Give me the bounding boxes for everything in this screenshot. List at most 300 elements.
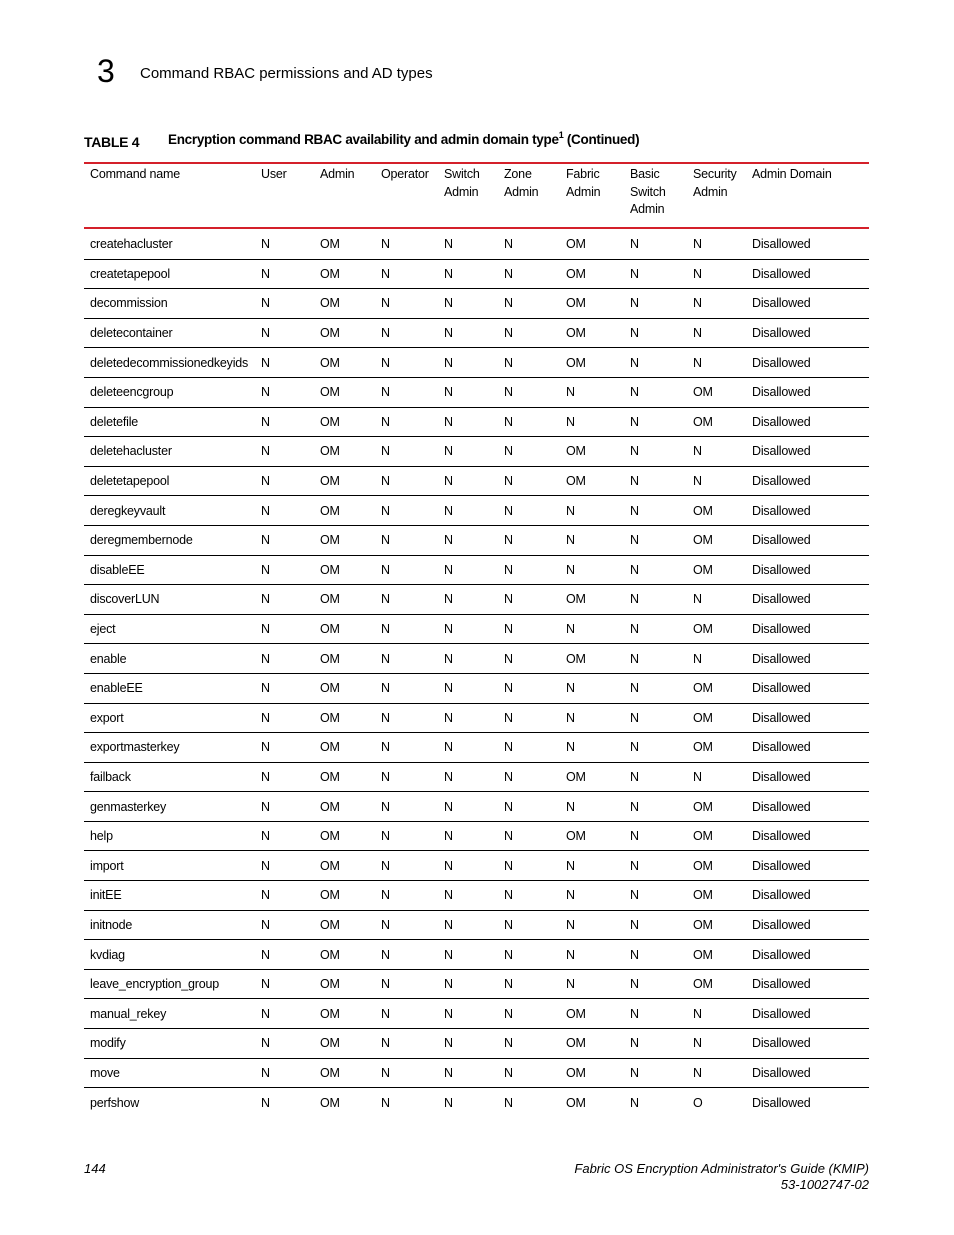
table-row: [84, 585, 869, 615]
table-row: [84, 644, 869, 674]
cell-security-admin: OM: [693, 533, 713, 548]
cell-zone-admin: N: [504, 947, 513, 962]
cell-security-admin: N: [693, 296, 702, 311]
cell-user: N: [261, 444, 270, 459]
cell-switch-admin: N: [444, 296, 453, 311]
cell-zone-admin: N: [504, 503, 513, 518]
cell-admin-domain: Disallowed: [752, 474, 811, 489]
table-label: TABLE 4: [84, 134, 140, 150]
cell-zone-admin: N: [504, 651, 513, 666]
cell-admin: OM: [320, 414, 340, 429]
cell-basic-switch-admin: N: [630, 651, 639, 666]
cell-operator: N: [381, 681, 390, 696]
cell-admin: OM: [320, 237, 340, 252]
cell-zone-admin: N: [504, 326, 513, 341]
cell-admin: OM: [320, 888, 340, 903]
footer-doc-number: 53-1002747-02: [780, 1177, 869, 1192]
cell-admin-domain: Disallowed: [752, 444, 811, 459]
cell-zone-admin: N: [504, 562, 513, 577]
cell-admin-domain: Disallowed: [752, 592, 811, 607]
cell-switch-admin: N: [444, 355, 453, 370]
cell-basic-switch-admin: N: [630, 355, 639, 370]
cell-command-name: kvdiag: [90, 947, 125, 962]
cell-basic-switch-admin: N: [630, 769, 639, 784]
cell-switch-admin: N: [444, 858, 453, 873]
cell-user: N: [261, 710, 270, 725]
cell-fabric-admin: N: [566, 622, 575, 637]
cell-basic-switch-admin: N: [630, 237, 639, 252]
table-row: [84, 733, 869, 763]
cell-basic-switch-admin: N: [630, 710, 639, 725]
cell-zone-admin: N: [504, 740, 513, 755]
cell-security-admin: OM: [693, 622, 713, 637]
cell-admin-domain: Disallowed: [752, 829, 811, 844]
cell-zone-admin: N: [504, 681, 513, 696]
cell-user: N: [261, 769, 270, 784]
cell-command-name: export: [90, 710, 124, 725]
cell-fabric-admin: N: [566, 414, 575, 429]
column-header-command-name: Command name: [90, 167, 181, 181]
cell-admin: OM: [320, 1036, 340, 1051]
cell-admin-domain: Disallowed: [752, 1065, 811, 1080]
cell-basic-switch-admin: N: [630, 947, 639, 962]
cell-admin: OM: [320, 799, 340, 814]
column-header-fabric-admin: Fabric Admin: [566, 167, 601, 199]
cell-basic-switch-admin: N: [630, 296, 639, 311]
table-body: [84, 230, 869, 1118]
table-row: [84, 526, 869, 556]
cell-admin: OM: [320, 296, 340, 311]
cell-user: N: [261, 977, 270, 992]
column-header-user: User: [261, 167, 287, 181]
cell-switch-admin: N: [444, 622, 453, 637]
cell-operator: N: [381, 237, 390, 252]
cell-admin-domain: Disallowed: [752, 917, 811, 932]
cell-fabric-admin: OM: [566, 651, 586, 666]
cell-admin-domain: Disallowed: [752, 740, 811, 755]
cell-operator: N: [381, 592, 390, 607]
table-caption-text: Encryption command RBAC availability and admin domain type: [168, 132, 559, 147]
table-row: [84, 260, 869, 290]
cell-security-admin: N: [693, 355, 702, 370]
cell-operator: N: [381, 562, 390, 577]
cell-security-admin: N: [693, 651, 702, 666]
table-row: [84, 704, 869, 734]
cell-switch-admin: N: [444, 592, 453, 607]
cell-zone-admin: N: [504, 829, 513, 844]
cell-zone-admin: N: [504, 296, 513, 311]
cell-operator: N: [381, 651, 390, 666]
cell-admin: OM: [320, 858, 340, 873]
cell-fabric-admin: OM: [566, 266, 586, 281]
cell-zone-admin: N: [504, 799, 513, 814]
cell-zone-admin: N: [504, 355, 513, 370]
cell-operator: N: [381, 917, 390, 932]
cell-admin-domain: Disallowed: [752, 858, 811, 873]
cell-command-name: move: [90, 1065, 120, 1080]
cell-security-admin: N: [693, 444, 702, 459]
cell-zone-admin: N: [504, 444, 513, 459]
cell-security-admin: OM: [693, 385, 713, 400]
cell-user: N: [261, 681, 270, 696]
table-row: [84, 437, 869, 467]
cell-security-admin: N: [693, 1036, 702, 1051]
cell-admin-domain: Disallowed: [752, 888, 811, 903]
cell-admin: OM: [320, 592, 340, 607]
cell-admin-domain: Disallowed: [752, 651, 811, 666]
cell-admin: OM: [320, 681, 340, 696]
cell-operator: N: [381, 740, 390, 755]
cell-fabric-admin: N: [566, 947, 575, 962]
cell-security-admin: OM: [693, 888, 713, 903]
column-header-admin: Admin: [320, 167, 355, 181]
cell-basic-switch-admin: N: [630, 799, 639, 814]
cell-admin-domain: Disallowed: [752, 414, 811, 429]
cell-security-admin: OM: [693, 414, 713, 429]
cell-switch-admin: N: [444, 740, 453, 755]
cell-switch-admin: N: [444, 651, 453, 666]
cell-zone-admin: N: [504, 622, 513, 637]
table-row: [84, 674, 869, 704]
cell-admin-domain: Disallowed: [752, 769, 811, 784]
cell-switch-admin: N: [444, 1006, 453, 1021]
cell-admin-domain: Disallowed: [752, 977, 811, 992]
cell-switch-admin: N: [444, 474, 453, 489]
cell-fabric-admin: OM: [566, 769, 586, 784]
table-row: [84, 467, 869, 497]
cell-user: N: [261, 1096, 270, 1111]
cell-fabric-admin: N: [566, 681, 575, 696]
cell-command-name: initEE: [90, 888, 122, 903]
cell-zone-admin: N: [504, 385, 513, 400]
cell-operator: N: [381, 622, 390, 637]
cell-zone-admin: N: [504, 769, 513, 784]
cell-command-name: failback: [90, 769, 131, 784]
cell-switch-admin: N: [444, 444, 453, 459]
cell-fabric-admin: N: [566, 385, 575, 400]
column-header-basic-switch-admin: Basic Switch Admin: [630, 167, 666, 216]
cell-admin-domain: Disallowed: [752, 622, 811, 637]
cell-admin: OM: [320, 474, 340, 489]
cell-basic-switch-admin: N: [630, 1006, 639, 1021]
cell-command-name: initnode: [90, 917, 133, 932]
cell-user: N: [261, 414, 270, 429]
column-header-zone-admin: Zone Admin: [504, 167, 539, 199]
cell-command-name: leave_encryption_group: [90, 977, 220, 992]
cell-zone-admin: N: [504, 592, 513, 607]
cell-command-name: deletefile: [90, 414, 139, 429]
cell-user: N: [261, 1006, 270, 1021]
cell-switch-admin: N: [444, 769, 453, 784]
cell-zone-admin: N: [504, 1006, 513, 1021]
cell-operator: N: [381, 296, 390, 311]
cell-command-name: eject: [90, 622, 116, 637]
cell-operator: N: [381, 799, 390, 814]
table-row: [84, 940, 869, 970]
cell-zone-admin: N: [504, 1036, 513, 1051]
table-header-rule: [84, 227, 869, 229]
cell-command-name: deleteencgroup: [90, 385, 174, 400]
cell-admin: OM: [320, 444, 340, 459]
cell-command-name: help: [90, 829, 113, 844]
cell-operator: N: [381, 444, 390, 459]
column-header-security-admin: Security Admin: [693, 167, 737, 199]
cell-switch-admin: N: [444, 533, 453, 548]
cell-fabric-admin: OM: [566, 1096, 586, 1111]
cell-operator: N: [381, 829, 390, 844]
cell-admin-domain: Disallowed: [752, 266, 811, 281]
cell-basic-switch-admin: N: [630, 474, 639, 489]
cell-fabric-admin: OM: [566, 296, 586, 311]
table-row: [84, 1029, 869, 1059]
chapter-title: Command RBAC permissions and AD types: [140, 65, 433, 82]
cell-operator: N: [381, 858, 390, 873]
cell-admin: OM: [320, 622, 340, 637]
table-row: [84, 289, 869, 319]
cell-fabric-admin: OM: [566, 592, 586, 607]
cell-admin: OM: [320, 710, 340, 725]
cell-fabric-admin: OM: [566, 1036, 586, 1051]
cell-user: N: [261, 740, 270, 755]
cell-zone-admin: N: [504, 1065, 513, 1080]
cell-operator: N: [381, 1065, 390, 1080]
cell-command-name: enable: [90, 651, 127, 666]
cell-basic-switch-admin: N: [630, 562, 639, 577]
cell-command-name: createtapepool: [90, 266, 170, 281]
cell-user: N: [261, 799, 270, 814]
cell-admin: OM: [320, 1096, 340, 1111]
cell-basic-switch-admin: N: [630, 385, 639, 400]
cell-admin: OM: [320, 562, 340, 577]
cell-user: N: [261, 651, 270, 666]
cell-security-admin: N: [693, 266, 702, 281]
cell-zone-admin: N: [504, 888, 513, 903]
cell-admin-domain: Disallowed: [752, 296, 811, 311]
table-caption-suffix: (Continued): [563, 132, 640, 147]
table-row: [84, 792, 869, 822]
cell-user: N: [261, 622, 270, 637]
cell-admin: OM: [320, 977, 340, 992]
cell-admin: OM: [320, 829, 340, 844]
cell-operator: N: [381, 769, 390, 784]
cell-operator: N: [381, 326, 390, 341]
table-row: [84, 1059, 869, 1089]
cell-user: N: [261, 947, 270, 962]
cell-basic-switch-admin: N: [630, 977, 639, 992]
cell-admin: OM: [320, 385, 340, 400]
cell-user: N: [261, 266, 270, 281]
column-header-switch-admin: Switch Admin: [444, 167, 480, 199]
cell-operator: N: [381, 533, 390, 548]
cell-switch-admin: N: [444, 414, 453, 429]
cell-switch-admin: N: [444, 888, 453, 903]
cell-command-name: decommission: [90, 296, 168, 311]
cell-admin: OM: [320, 917, 340, 932]
cell-command-name: discoverLUN: [90, 592, 160, 607]
cell-command-name: deletedecommissionedkeyids: [90, 355, 249, 370]
table-top-rule: [84, 162, 869, 164]
column-header-admin-domain: Admin Domain: [752, 167, 832, 181]
cell-fabric-admin: OM: [566, 1065, 586, 1080]
cell-admin-domain: Disallowed: [752, 355, 811, 370]
cell-admin: OM: [320, 769, 340, 784]
cell-user: N: [261, 237, 270, 252]
cell-command-name: manual_rekey: [90, 1006, 167, 1021]
footer-doc-title: Fabric OS Encryption Administrator's Guide (KMIP): [574, 1161, 869, 1176]
cell-security-admin: N: [693, 474, 702, 489]
cell-switch-admin: N: [444, 1065, 453, 1080]
cell-security-admin: N: [693, 769, 702, 784]
table-caption-footnote: 1: [558, 130, 564, 140]
cell-zone-admin: N: [504, 237, 513, 252]
cell-admin: OM: [320, 740, 340, 755]
cell-fabric-admin: OM: [566, 237, 586, 252]
cell-command-name: import: [90, 858, 124, 873]
cell-basic-switch-admin: N: [630, 1065, 639, 1080]
cell-zone-admin: N: [504, 917, 513, 932]
cell-admin-domain: Disallowed: [752, 385, 811, 400]
table-row: [84, 615, 869, 645]
cell-fabric-admin: OM: [566, 474, 586, 489]
cell-command-name: modify: [90, 1036, 126, 1051]
cell-security-admin: OM: [693, 503, 713, 518]
cell-basic-switch-admin: N: [630, 740, 639, 755]
cell-user: N: [261, 296, 270, 311]
cell-zone-admin: N: [504, 533, 513, 548]
cell-user: N: [261, 533, 270, 548]
cell-command-name: deletehacluster: [90, 444, 172, 459]
cell-operator: N: [381, 947, 390, 962]
cell-switch-admin: N: [444, 829, 453, 844]
cell-user: N: [261, 355, 270, 370]
cell-fabric-admin: N: [566, 740, 575, 755]
cell-basic-switch-admin: N: [630, 1036, 639, 1051]
table-row: [84, 822, 869, 852]
cell-security-admin: OM: [693, 799, 713, 814]
cell-fabric-admin: OM: [566, 326, 586, 341]
cell-admin-domain: Disallowed: [752, 533, 811, 548]
cell-switch-admin: N: [444, 562, 453, 577]
cell-admin: OM: [320, 533, 340, 548]
cell-switch-admin: N: [444, 237, 453, 252]
cell-security-admin: OM: [693, 829, 713, 844]
cell-command-name: disableEE: [90, 562, 145, 577]
table-row: [84, 319, 869, 349]
cell-command-name: perfshow: [90, 1096, 140, 1111]
cell-security-admin: N: [693, 592, 702, 607]
cell-admin: OM: [320, 1065, 340, 1080]
cell-admin-domain: Disallowed: [752, 1096, 811, 1111]
cell-fabric-admin: N: [566, 710, 575, 725]
table-row: [84, 763, 869, 793]
table-row: [84, 496, 869, 526]
cell-user: N: [261, 917, 270, 932]
cell-operator: N: [381, 1096, 390, 1111]
table-row: [84, 378, 869, 408]
cell-zone-admin: N: [504, 414, 513, 429]
cell-admin-domain: Disallowed: [752, 947, 811, 962]
cell-admin: OM: [320, 326, 340, 341]
cell-basic-switch-admin: N: [630, 503, 639, 518]
cell-basic-switch-admin: N: [630, 266, 639, 281]
cell-security-admin: N: [693, 326, 702, 341]
cell-operator: N: [381, 1006, 390, 1021]
cell-command-name: deletetapepool: [90, 474, 170, 489]
chapter-number: 3: [97, 53, 115, 89]
column-header-operator: Operator: [381, 167, 429, 181]
cell-admin: OM: [320, 651, 340, 666]
cell-operator: N: [381, 1036, 390, 1051]
cell-basic-switch-admin: N: [630, 592, 639, 607]
cell-admin: OM: [320, 1006, 340, 1021]
cell-admin: OM: [320, 503, 340, 518]
cell-security-admin: OM: [693, 710, 713, 725]
cell-switch-admin: N: [444, 326, 453, 341]
cell-admin: OM: [320, 947, 340, 962]
cell-user: N: [261, 326, 270, 341]
cell-fabric-admin: N: [566, 503, 575, 518]
cell-security-admin: N: [693, 1065, 702, 1080]
cell-security-admin: OM: [693, 740, 713, 755]
cell-security-admin: OM: [693, 858, 713, 873]
cell-user: N: [261, 1065, 270, 1080]
cell-admin-domain: Disallowed: [752, 681, 811, 696]
cell-admin-domain: Disallowed: [752, 799, 811, 814]
cell-security-admin: N: [693, 1006, 702, 1021]
cell-user: N: [261, 562, 270, 577]
cell-basic-switch-admin: N: [630, 888, 639, 903]
cell-fabric-admin: N: [566, 533, 575, 548]
cell-security-admin: OM: [693, 977, 713, 992]
cell-fabric-admin: N: [566, 562, 575, 577]
table-caption: [168, 132, 639, 147]
cell-switch-admin: N: [444, 710, 453, 725]
cell-operator: N: [381, 474, 390, 489]
cell-switch-admin: N: [444, 681, 453, 696]
cell-user: N: [261, 1036, 270, 1051]
table-row: [84, 230, 869, 260]
cell-basic-switch-admin: N: [630, 858, 639, 873]
cell-operator: N: [381, 503, 390, 518]
table-row: [84, 999, 869, 1029]
cell-basic-switch-admin: N: [630, 681, 639, 696]
cell-security-admin: N: [693, 237, 702, 252]
cell-operator: N: [381, 977, 390, 992]
cell-command-name: deregkeyvault: [90, 503, 166, 518]
page-number: 144: [84, 1161, 106, 1176]
cell-operator: N: [381, 266, 390, 281]
cell-basic-switch-admin: N: [630, 917, 639, 932]
cell-fabric-admin: N: [566, 917, 575, 932]
cell-security-admin: O: [693, 1096, 703, 1111]
cell-admin-domain: Disallowed: [752, 562, 811, 577]
cell-user: N: [261, 888, 270, 903]
cell-admin-domain: Disallowed: [752, 1006, 811, 1021]
cell-user: N: [261, 474, 270, 489]
cell-zone-admin: N: [504, 266, 513, 281]
cell-command-name: createhacluster: [90, 237, 173, 252]
cell-switch-admin: N: [444, 1036, 453, 1051]
table-row: [84, 1088, 869, 1118]
cell-basic-switch-admin: N: [630, 533, 639, 548]
cell-command-name: deletecontainer: [90, 326, 173, 341]
table-row: [84, 911, 869, 941]
cell-basic-switch-admin: N: [630, 829, 639, 844]
cell-operator: N: [381, 385, 390, 400]
cell-command-name: genmasterkey: [90, 799, 167, 814]
cell-user: N: [261, 503, 270, 518]
footer-doc-info: [574, 1161, 869, 1193]
